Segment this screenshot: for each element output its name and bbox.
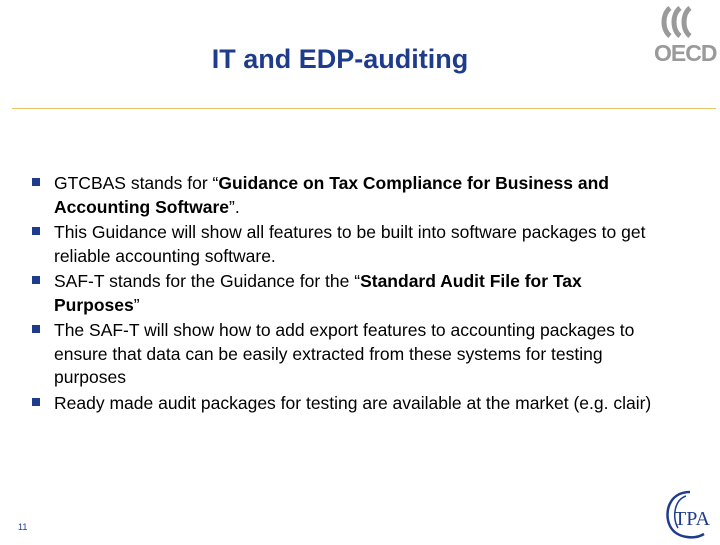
oecd-logo-text: OECD <box>654 40 717 66</box>
tpa-logo <box>660 488 718 540</box>
slide-title: IT and EDP-auditing <box>211 44 469 74</box>
oecd-logo <box>652 4 720 66</box>
bullet-text: ”. <box>229 196 240 217</box>
bullet-square-icon <box>32 227 40 235</box>
bullet-text: SAF-T stands for the Guidance for the “ <box>54 271 361 291</box>
bullet-square-icon <box>32 276 40 284</box>
bullet-text: Ready made audit packages for testing are available at the market (e.g. clair) <box>54 392 652 413</box>
bullet-item <box>28 392 668 416</box>
title-rule <box>12 108 716 109</box>
bullet-text: ” <box>133 294 140 315</box>
bullet-square-icon <box>32 325 40 333</box>
bullet-square-icon <box>32 398 40 406</box>
page-number: 11 <box>18 522 28 532</box>
tpa-logo-text: TPA <box>674 508 710 530</box>
bullet-text: Standard Audit File for Tax Purposes <box>54 271 582 315</box>
bullet-item <box>28 319 668 390</box>
bullet-square-icon <box>32 178 40 186</box>
bullet-text: This Guidance will show all features to be built into software packages to get reliable accounting software. <box>54 222 646 266</box>
bullet-item <box>28 172 668 219</box>
bullet-text: Guidance on Tax Compliance for Business and Accounting Software <box>54 173 609 217</box>
bullet-text: GTCBAS stands for “ <box>54 173 219 193</box>
oecd-arcs-icon <box>656 4 716 40</box>
bullet-list <box>28 172 668 417</box>
bullet-item <box>28 270 668 317</box>
bullet-text: The SAF-T will show how to add export features to accounting packages to ensure that data can be easily extracted from these systems for testing purposes <box>54 320 635 387</box>
bullet-item <box>28 221 668 268</box>
